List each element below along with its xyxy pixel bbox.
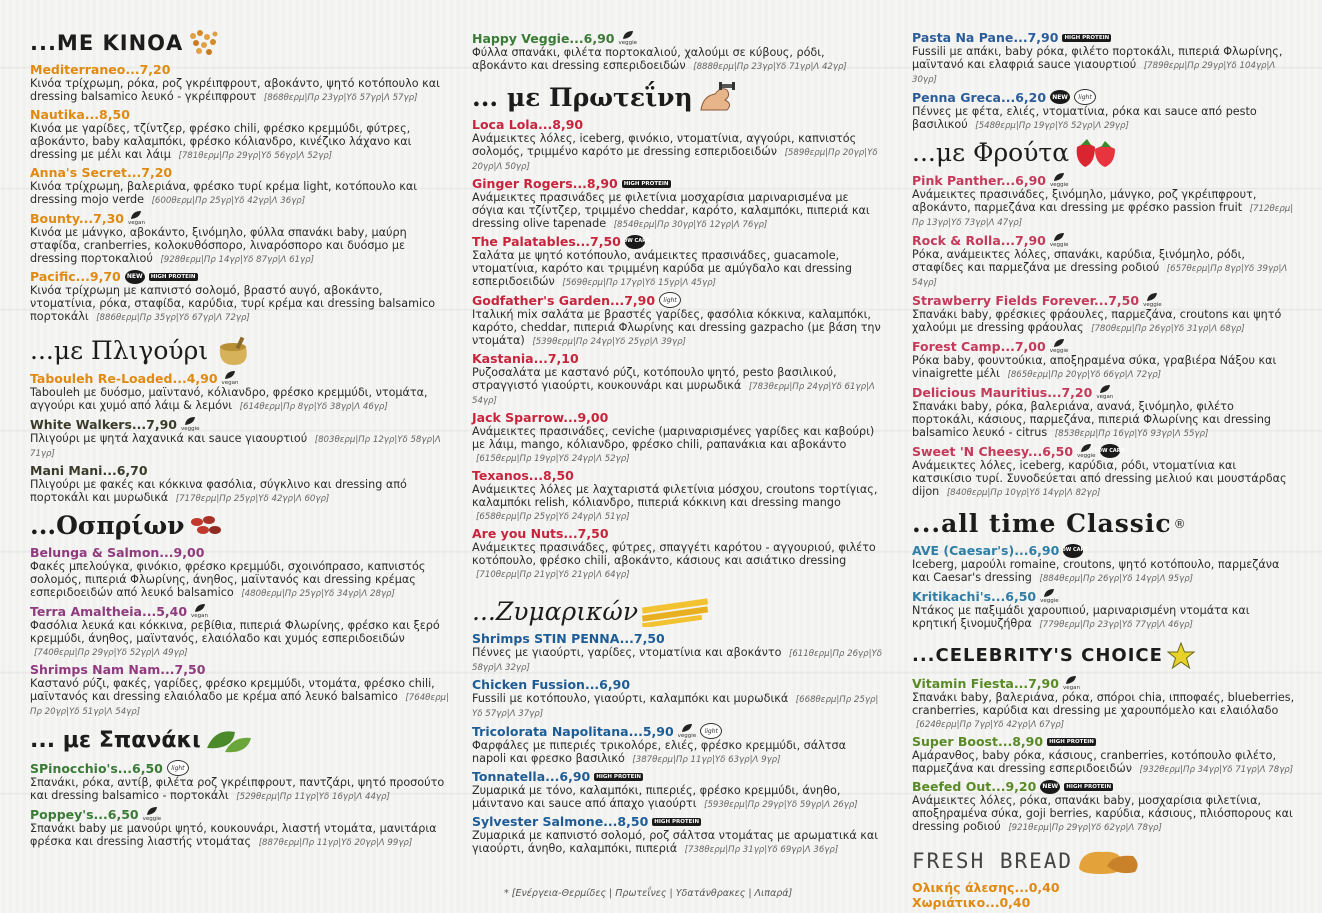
veggie-badge: veggie [1050,338,1069,354]
item-name: Tricolorata Napolitana...5,90 [472,723,674,739]
nutrition-info: [548θερμ|Πρ 19γρ|Υδ 52γρ|Λ 29γρ] [975,121,1129,131]
nutrition-info: [840θερμ|Πρ 10γρ|Υδ 14γρ|Λ 82γρ] [946,488,1101,498]
item-description: Ανάμεικτες πρασινάδες, ξινόμηλο, μάνγκο, ροζ γκρέιπφρουτ, αβοκάντο, παρμεζάνα και dressing με φρέσκο passion fruit [912,188,1257,214]
item-description: Ρόκα baby, φουντούκια, αποξηραμένα σύκα, γραβιέρα Νάξου και vinaigrette μέλι [912,354,1277,380]
item-description: Ανάμεικτες πρασινάδες με φιλετίνια μοσχαρίσια μαριναρισμένα με σόγια και τζίντζερ, τριμμένο cheddar, καρότο, καλαμπόκι, πιπεριά και dressing olive tapenade [472,191,870,230]
menu-item [472,292,882,348]
nutrition-info: [658θερμ|Πρ 25γρ|Υδ 24γρ|Λ 51γρ] [476,512,630,522]
item-description: Ιταλική mix σαλάτα με βραστές γαρίδες, φασόλια κόκκινα, καλαμπόκι, καρότο, cheddar, πιπεριά Φλωρίνης και dressing gazpacho (με βάση την ντομάτα) [472,308,881,347]
light-badge: light [1074,89,1096,105]
item-name: Mani Mani...6,70 [30,463,148,478]
nutrition-info: [803θερμ|Πρ 12γρ|Υδ 58γρ|Λ 71γρ] [30,435,441,459]
item-name: Kritikachi's...6,50 [912,588,1037,604]
menu-item [912,172,1297,229]
section-title-zymarikon [472,595,882,629]
item-name: Vitamin Fiesta...7,90 [912,675,1059,691]
menu-item [472,234,882,289]
light-badge: light [167,760,189,776]
section-heading: ...all time Classic [912,509,1172,538]
section-title-bread [912,844,1297,878]
menu-item [472,30,882,73]
item-description: Ρόκα, ανάμεικτες λόλες, σπανάκι, καρύδια, ξινόμηλο, ρόδι, σταφίδες και παρμεζάνα με dressing ροδιού [912,248,1245,274]
item-name: Nautika...8,50 [30,107,130,122]
nutrition-info: [888θερμ|Πρ 23γρ|Υδ 71γρ|Λ 42γρ] [693,62,847,72]
nutrition-info: [884θερμ|Πρ 26γρ|Υδ 14γρ|Λ 95γρ] [1039,574,1194,584]
nutrition-info: [529θερμ|Πρ 11γρ|Υδ 16γρ|Λ 44γρ] [236,792,390,802]
new-badge: NEW [125,270,145,284]
veggie-badge: veggie [1040,588,1059,604]
nutrition-legend-footnote: * [Ενέργεια-Θερμίδες | Πρωτεΐνες | Υδατάνθρακες | Λιπαρά] [504,888,793,899]
nutrition-info: [740θερμ|Πρ 29γρ|Υδ 52γρ|Λ 49γρ] [34,648,188,658]
leaf-icon [1053,338,1065,348]
veggie-badge: veggie [143,806,162,822]
menu-item [912,543,1297,585]
item-description: Πλιγούρι με ψητά λαχανικά και sauce γιαουρτιού [30,432,308,445]
high-protein-badge: HIGH PROTEIN [596,773,642,780]
section-title-protein [472,81,882,115]
nutrition-info: [887θερμ|Πρ 11γρ|Υδ 20γρ|Λ 99γρ] [258,838,413,848]
item-name: Delicious Mauritius...7,20 [912,384,1093,400]
item-name: Penna Greca...6,20 [912,89,1047,105]
nutrition-info: [712θερμ|Πρ 13γρ|Υδ 73γρ|Λ 47γρ] [912,204,1294,228]
item-name: Mediterraneo...7,20 [30,62,171,77]
menu-item [30,416,450,460]
nutrition-info: [779θερμ|Πρ 23γρ|Υδ 77γρ|Λ 46γρ] [1039,620,1193,630]
item-name: Beefed Out...9,20 [912,779,1037,794]
item-description: Κινόα με μάνγκο, αβοκάντο, ξινόμηλο, φύλλα σπανάκι baby, μαύρη σταφίδα, cranberries, κολοκυθόσπορο, λιναρόσπορο και δυόσμο με dressing πορτοκαλιού [30,226,407,265]
nutrition-info: [738θερμ|Πρ 31γρ|Υδ 69γρ|Λ 36γρ] [684,845,839,855]
nutrition-info: [387θερμ|Πρ 11γρ|Υδ 63γρ|Λ 9γρ] [632,755,781,765]
section-title-classic [912,507,1297,541]
veggie-badge: veggie [1050,232,1069,248]
nutrition-info: [710θερμ|Πρ 21γρ|Υδ 21γρ|Λ 64γρ] [476,570,630,580]
section-heading: ...Οσπρίων [30,511,185,540]
menu-item [472,814,882,856]
nutrition-info: [589θερμ|Πρ 20γρ|Υδ 20γρ|Λ 50γρ] [472,148,878,172]
quinoa-icon [187,28,221,58]
item-name: Tabouleh Re-Loaded...4,90 [30,370,218,386]
bread-option: Χωριάτικο...0,40 [912,895,1031,910]
menu-item [472,468,882,523]
menu-item [30,210,450,266]
nutrition-info: [717θερμ|Πρ 25γρ|Υδ 42γρ|Λ 60γρ] [175,494,330,504]
flexed-arm-icon [697,82,737,114]
nutrition-info: [853θερμ|Πρ 16γρ|Υδ 93γρ|Λ 55γρ] [1054,429,1209,439]
menu-item [472,769,882,811]
item-description: Πέννες με φέτα, ελιές, ντοματίνια, ρόκα και sauce από pesto βασιλικού [912,105,1257,131]
menu-item [912,443,1297,499]
item-description: Ανάμεικτες λόλες, ρόκα, σπανάκι baby, μοσχαρίσια φιλετίνια, αποξηραμένα σύκα, goji berries, καρύδια, κάσιους, πλιόσπορους και dressing ροδιού [912,794,1293,833]
item-name: Jack Sparrow...9,00 [472,410,609,425]
item-name: Loca Lola...8,90 [472,117,584,132]
menu-item [472,631,882,674]
menu-item [30,107,450,162]
menu-item [912,292,1297,335]
section-title-fruits [912,136,1297,170]
leaf-icon [194,603,206,613]
item-description: Κινόα τρίχρωμη, βαλεριάνα, φρέσκο τυρί κρέμα light, κοτόπουλο και dressing mojo verde [30,180,418,206]
menu-column-left [30,22,450,852]
menu-item [472,410,882,465]
item-description: Ανάμεικτες λόλες, iceberg, καρύδια, ρόδι, ντοματίνια και κατσικίσιο τυρί. Συνοδεύεται από dressing μελιού και μουστάρδας dijon [912,459,1287,498]
nutrition-info: [600θερμ|Πρ 25γρ|Υδ 42γρ|Λ 36γρ] [151,196,306,206]
grain-sack-icon [212,335,256,367]
light-badge: light [659,292,681,308]
item-description: Σπανάκι baby με μανούρι ψητό, κουκουνάρι, λιαστή ντομάτα, μανιτάρια φρέσκα και dressing λιαστής ντομάτας [30,822,437,848]
item-description: Iceberg, μαρούλι romaine, croutons, ψητό κοτόπουλο, παρμεζάνα και Caesar's dressing [912,558,1280,584]
nutrition-info: [865θερμ|Πρ 20γρ|Υδ 66γρ|Λ 72γρ] [1007,370,1162,380]
menu-item [30,662,450,718]
item-name: Bounty...7,30 [30,210,124,226]
low-carb-badge: LOW CARB [625,235,645,249]
item-name: SPinocchio's...6,50 [30,760,163,776]
item-name: Pink Panther...6,90 [912,172,1046,188]
high-protein-badge: HIGH PROTEIN [1049,738,1094,745]
menu-item [30,463,450,505]
item-name: Texanos...8,50 [472,468,574,483]
section-heading: FRESH BREAD [912,849,1074,873]
menu-item [912,30,1297,86]
item-name: White Walkers...7,90 [30,416,177,432]
nutrition-info: [789θερμ|Πρ 29γρ|Υδ 104γρ|Λ 30γρ] [912,61,1276,85]
leaf-icon [224,370,236,380]
menu-item [472,677,882,720]
item-name: Tonnatella...6,90 [472,769,591,784]
item-name: Super Boost...8,90 [912,734,1044,749]
item-name: Belunga & Salmon...9,00 [30,545,205,560]
star-icon [1167,642,1195,670]
nutrition-info: [593θερμ|Πρ 29γρ|Υδ 59γρ|Λ 26γρ] [704,800,858,810]
section-title-pligouri [30,334,450,368]
leaf-icon [146,806,158,816]
item-name: Forest Camp...7,00 [912,338,1046,354]
leaf-icon [622,30,634,40]
high-protein-badge: HIGH PROTEIN [1064,34,1110,41]
high-protein-badge: HIGH PROTEIN [654,818,700,825]
section-heading: ... με Σπανάκι [30,728,201,753]
veggie-badge: veggie [619,30,638,46]
menu-item [30,62,450,104]
item-name: The Palatables...7,50 [472,234,621,249]
menu-column-middle [472,30,882,859]
menu-item [912,232,1297,289]
nutrition-info: [569θερμ|Πρ 17γρ|Υδ 15γρ|Λ 45γρ] [562,278,716,288]
menu-item [30,370,450,413]
nutrition-info: [614θερμ|Πρ 8γρ|Υδ 38γρ|Λ 46γρ] [239,402,388,412]
item-name: Sylvester Salmone...8,50 [472,814,649,829]
menu-item [472,117,882,173]
leaf-icon [1043,588,1055,598]
item-name: AVE (Caesar's)...6,90 [912,543,1060,558]
menu-item [30,165,450,207]
nutrition-info: [668θερμ|Πρ 25γρ|Υδ 57γρ|Λ 37γρ] [472,695,879,719]
high-protein-badge: HIGH PROTEIN [623,180,669,187]
bread-option: Ολικής άλεσης...0,40 [912,880,1060,895]
beans-icon [189,512,223,540]
item-description: Σπανάκι baby, φρέσκιες φράουλες, παρμεζάνα, croutons και ψητό χαλούμι με dressing φράουλας [912,308,1282,334]
item-name: Ginger Rogers...8,90 [472,176,618,191]
item-description: Σπανάκι baby, βαλεριάνα, ρόκα, σπόροι chia, ιπποφαές, blueberries, cranberries, καρύδια και dressing με χαρουπόμελο και ελαιόλαδο [912,691,1295,717]
item-description: Καστανό ρύζι, φακές, γαρίδες, φρέσκο κρεμμύδι, ντομάτα, φρέσκο chili, μαϊντανός και dressing ελαιόλαδο με κρέμα από λευκό balsamico [30,677,435,703]
section-title-celebrity [912,639,1297,673]
item-description: Ανάμεικτες λόλες, iceberg, φινόκιο, ντοματίνια, αγγούρι, καπνιστός σολομός, τριμμένο καρότο με dressing εσπεριδοειδών [472,132,857,158]
menu-item [472,176,882,231]
high-protein-badge: HIGH PROTEIN [1066,783,1112,790]
nutrition-info: [921θερμ|Πρ 29γρ|Υδ 62γρ|Λ 78γρ] [1008,823,1162,833]
leaf-icon [130,210,142,220]
leaf-icon [1053,172,1065,182]
item-description: Σαλάτα με ψητό κοτόπουλο, ανάμεικτες πρασινάδες, guacamole, ντοματίνια, καρότο και τριμμένη καρύδα με αμύγδαλο και dressing εσπεριδοειδών [472,249,852,288]
item-description: Κινόα με γαρίδες, τζίντζερ, φρέσκο chili, φρέσκο κρεμμύδι, φύτρες, αβοκάντο, baby καλαμπόκι, φρέσκο κόλιανδρο, κινέζικο λάχανο και dressing με μέλι και λάιμ [30,122,412,161]
item-description: Fussili με κοτόπουλο, γιαούρτι, καλαμπόκι και μυρωδικά [472,692,789,705]
leaf-icon [1146,292,1158,302]
item-description: Ρυζοσαλάτα με καστανό ρύζι, κοτόπουλο ψητό, pesto βασιλικού, στραγγιστό γιαούρτι, κουκουνάρι και μυρωδικά [472,366,837,392]
menu-item [912,89,1297,132]
menu-item [30,806,450,849]
low-carb-badge: LOW CARB [1100,444,1120,458]
menu-item [472,723,882,766]
item-description: Σπανάκι baby, ρόκα, βαλεριάνα, ανανά, ξινόμηλο, φιλέτο πορτοκάλι, κάσιους, παρμεζάνα, πιπεριά Φλωρίνης και dressing balsamico λευκό - citrus [912,400,1272,439]
item-description: Ζυμαρικά με καπνιστό σολομό, ροζ σάλτσα ντομάτας με αρωματικά και γιαούρτι, άνηθο, καλαμπόκι, πιπεριά [472,829,879,855]
item-description: Ανάμεικτες πρασινάδες, ceviche (μαριναρισμένες γαρίδες και καβούρι) με λάιμ, mango, κόλιανδρο, φρέσκο chili, ραπανάκια και αβοκάντο [472,425,875,451]
item-name: Rock & Rolla...7,90 [912,232,1046,248]
item-description: Φακές μπελούγκα, φινόκιο, φρέσκο κρεμμύδι, σχοινόπρασο, καπνιστός σολομός, πιπεριά Φλωρίνης, άνηθος, μαϊντανός και dressing κρέμας εσπεριδοειδών από λευκό balsamico [30,560,426,599]
item-description: Κινόα τρίχρωμη με καπνιστό σολομό, βραστό αυγό, αβοκάντο, ντοματίνια, ρόκα, σταφίδα, καρύδια, τυρί κρέμα και dressing balsamico πορτοκάλι [30,284,436,323]
item-name: Are you Nuts...7,50 [472,526,609,541]
item-description: Φασόλια λευκά και κόκκινα, ρεβίθια, πιπεριά Φλωρίνης, φρέσκο και ξερό κρεμμύδι, άνηθος, μαϊντανός, ελαιόλαδο και χυμός εσπεριδοειδών [30,619,440,645]
veggie-badge: veggie [181,416,200,432]
menu-item [30,760,450,803]
menu-item [30,545,450,600]
leaf-icon [1099,384,1111,394]
menu-item [30,269,450,324]
nutrition-info: [539θερμ|Πρ 24γρ|Υδ 25γρ|Λ 39γρ] [532,337,686,347]
item-name: Terra Amaltheia...5,40 [30,603,188,619]
item-name: Godfather's Garden...7,90 [472,292,656,308]
item-name: Shrimps Nam Nam...7,50 [30,662,206,677]
new-badge: NEW [1040,780,1060,794]
section-heading: ...με Πλιγούρι [30,336,209,365]
item-description: Σπανάκι, ρόκα, αντίβ, φιλέτα ροζ γκρέιπφρουτ, παντζάρι, ψητό προσούτο και dressing balsamico - πορτοκάλι [30,776,445,802]
nutrition-info: [854θερμ|Πρ 30γρ|Υδ 12γρ|Λ 76γρ] [613,220,768,230]
menu-item [912,338,1297,381]
item-description: Tabouleh με δυόσμο, μαϊντανό, κόλιανδρο, φρέσκο κρεμμύδι, ντομάτα, αγγούρι και χυμό από λάιμ & λεμόνι [30,386,428,412]
spinach-leaf-icon [205,726,253,756]
section-title-kinoa [30,26,450,60]
strawberry-icon [1073,137,1119,169]
nutrition-info: [657θερμ|Πρ 8γρ|Υδ 39γρ|Λ 54γρ] [912,264,1288,288]
menu-column-right [912,30,1297,910]
low-carb-badge: LOW CARB [1063,544,1083,558]
item-name: Pacific...9,70 [30,269,121,284]
item-name: Shrimps STIN PENNA...7,50 [472,631,665,646]
item-name: Strawberry Fields Forever...7,50 [912,292,1140,308]
item-description: Ζυμαρικά με τόνο, καλαμπόκι, πιπεριές, φρέσκο κρεμμύδι, άνηθο, μάιντανο και sauce από άπαχο γιαούρτι [472,784,841,810]
nutrition-info: [783θερμ|Πρ 24γρ|Υδ 61γρ|Λ 54γρ] [472,382,875,406]
registered-mark: ® [1173,517,1186,531]
item-name: Anna's Secret...7,20 [30,165,173,180]
menu-item [912,675,1297,731]
item-description: Ανάμεικτες λόλες με λαχταριστά φιλετίνια μόσχου, croutons τορτίγιας, καλαμπόκι relish, κόλιανδρο, πιπεριά κόκκινη και dressing mango [472,483,878,509]
section-heading: ...Ζυμαρικών [472,597,639,626]
nutrition-info: [480θερμ|Πρ 25γρ|Υδ 34γρ|Λ 28γρ] [241,589,395,599]
nutrition-info: [624θερμ|Πρ 7γρ|Υδ 42γρ|Λ 67γρ] [916,720,1065,730]
leaf-icon [1053,232,1065,242]
section-heading: ...ΜΕ ΚΙΝΟΑ [30,31,184,55]
item-description: Ανάμεικτες πρασινάδες, φύτρες, σπαγγέτι καρότου - αγγουριού, φιλέτο κοτόπουλο, φρέσκο chili, αβοκάντο, κάσιους και ασιάτικο dressing [472,541,876,567]
veggie-badge: veggie [678,723,697,739]
nutrition-info: [611θερμ|Πρ 26γρ|Υδ 58γρ|Λ 32γρ] [472,649,882,673]
item-description: Πέννες με γιαούρτι, γαρίδες, ντοματίνια και αβοκάντο [472,646,782,659]
nutrition-info: [781θερμ|Πρ 29γρ|Υδ 56γρ|Λ 52γρ] [178,151,333,161]
vegan-badge: vegan [128,210,145,226]
pasta-icon [642,597,712,627]
vegan-badge: vegan [191,603,208,619]
item-name: Sweet 'N Cheesy...6,50 [912,443,1074,459]
bread-icon [1077,846,1141,876]
section-heading: ... με Πρωτεΐνη [472,83,693,112]
menu-item [912,734,1297,776]
leaf-icon [184,416,196,426]
item-description: Πλιγούρι με φακές και κόκκινα φασόλια, σύγκλινο και dressing από πορτοκάλι και μυρωδικά [30,478,407,504]
veggie-badge: veggie [1143,292,1162,308]
item-description: Φαρφάλες με πιπεριές τρικολόρε, ελιές, φρέσκο κρεμμύδι, σάλτσα napoli και φρεσκο βασιλικό [472,739,846,765]
new-badge: NEW [1050,90,1070,104]
menu-item [472,351,882,407]
leaf-icon [1080,443,1092,453]
nutrition-info: [780θερμ|Πρ 26γρ|Υδ 31γρ|Λ 68γρ] [1091,324,1245,334]
item-name: Chicken Fussion...6,90 [472,677,631,692]
item-name: Kastania...7,10 [472,351,579,366]
vegan-badge: vegan [1096,384,1113,400]
section-heading: ...με Φρούτα [912,138,1070,167]
light-badge: light [700,723,722,739]
menu-item [912,779,1297,834]
veggie-badge: veggie [1077,443,1096,459]
item-description: Ντάκος με παξιμάδι χαρουπιού, μαριναρισμένη ντομάτα και κρητική ξινομυζήθρα [912,604,1250,630]
menu-item [472,526,882,581]
high-protein-badge: HIGH PROTEIN [150,273,196,280]
item-name: Happy Veggie...6,90 [472,30,615,46]
section-title-osprion [30,509,450,543]
vegan-badge: vegan [1063,675,1080,691]
menu-item [30,603,450,659]
nutrition-info: [928θερμ|Πρ 14γρ|Υδ 87γρ|Λ 61γρ] [160,255,314,265]
menu-item [912,588,1297,631]
section-heading: ...CELEBRITY'S CHOICE [912,645,1163,666]
nutrition-info: [615θερμ|Πρ 19γρ|Υδ 24γρ|Λ 52γρ] [476,454,630,464]
veggie-badge: veggie [1050,172,1069,188]
item-name: Poppey's...6,50 [30,806,139,822]
item-description: Κινόα τρίχρωμη, ρόκα, ροζ γκρέιπφρουτ, αβοκάντο, ψητό κοτόπουλο και dressing balsamico λευκό - γκρέιπφρουτ [30,77,440,103]
item-description: Φύλλα σπανάκι, φιλέτα πορτοκαλιού, χαλούμι σε κύβους, ρόδι, αβοκάντο και dressing εσπεριδοειδών [472,46,825,72]
nutrition-info: [868θερμ|Πρ 23γρ|Υδ 57γρ|Λ 57γρ] [263,93,418,103]
vegan-badge: vegan [222,370,239,386]
leaf-icon [681,723,693,733]
section-title-spanaki [30,724,450,758]
nutrition-info: [886θερμ|Πρ 35γρ|Υδ 67γρ|Λ 72γρ] [96,313,250,323]
item-description: Αμάρανθος, baby ρόκα, κάσιους, cranberries, κοτόπουλο φιλέτο, παρμεζάνα και dressing εσπεριδοειδών [912,749,1277,775]
nutrition-info: [932θερμ|Πρ 34γρ|Υδ 71γρ|Λ 78γρ] [1139,765,1294,775]
leaf-icon [1065,675,1077,685]
nutrition-info: [764θερμ|Πρ 20γρ|Υδ 51γρ|Λ 54γρ] [30,693,449,717]
menu-item [912,384,1297,440]
item-description: Fussili με απάκι, baby ρόκα, φιλέτο πορτοκάλι, πιπεριά Φλωρίνης, μαϊντανό και ελαφριά sauce γιαουρτιού [912,45,1283,71]
item-name: Pasta Na Pane...7,90 [912,30,1059,45]
